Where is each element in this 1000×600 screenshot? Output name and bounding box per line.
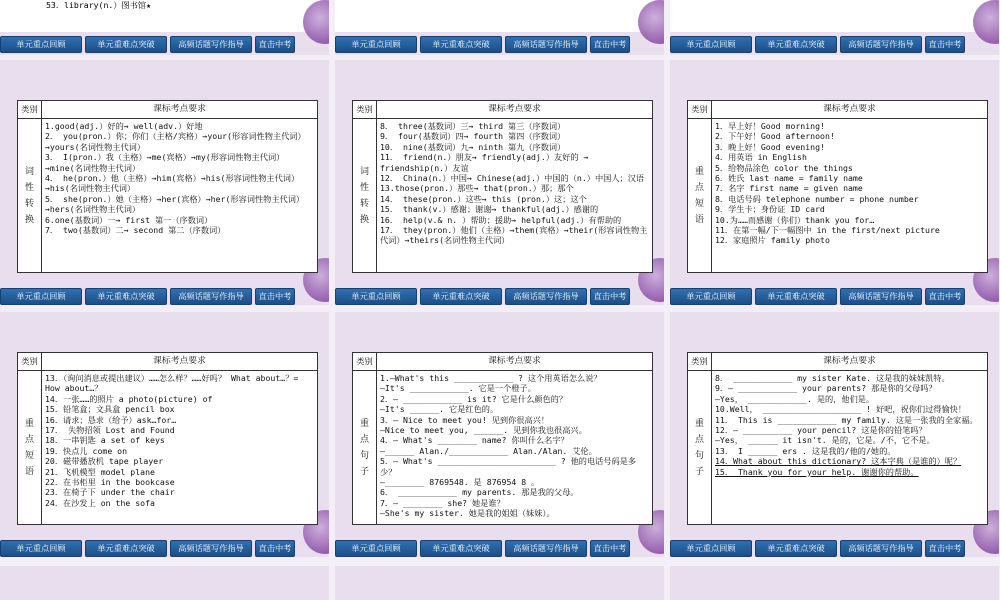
nav-bar [670,540,965,557]
list-item: 18．一串钥匙 a set of keys [45,435,165,446]
requirements-table [352,352,653,525]
list-item: 5．— What's ________________________ ? 他的电话号码是多少？ [380,456,637,477]
category-cell [353,371,377,524]
list-item: 15． thank(v.）感谢；谢谢→ thankful(adj.）感谢的 [380,204,599,215]
list-item: 19．快点儿 come on [45,445,128,456]
header-requirement: 课标考点要求 [712,101,987,119]
list-item: 10.Well， ____________________ ! 好吧，祝你们过得愉快！ [715,404,967,415]
header-requirement: 课标考点要求 [712,353,987,371]
nav-bar [0,288,295,305]
nav-bar [0,540,295,557]
nav-breakthrough-button[interactable]: 单元重难点突破 [420,288,502,305]
list-item: 14． these(pron.）这些→ this (pron.）这；这个 [380,193,587,204]
list-item: 7． two(基数词）二→ second 第二（序数词） [45,225,226,236]
nav-exam-button[interactable]: 直击中考 [255,36,295,53]
list-item: 12． China(n.）中国→ Chinese(adj.）中国的（n.）中国人；汉语 [380,173,645,184]
slide-bottom-3 [670,566,999,600]
nav-bar [335,540,630,557]
list-item: 11． friend(n.）朋友→ friendly(adj.）友好的 → friendship(n.）友谊 [380,152,589,173]
category-char: 重 [694,166,704,177]
category-char: 语 [694,214,704,225]
header-requirement: 课标考点要求 [377,101,652,119]
category-char: 短 [694,198,704,209]
slide-phrases-2 [0,312,329,557]
list-item: 2． you(pron.）你；你们（主格/宾格）→your(形容词性物主代词）→yours(名词性物主代词） [45,131,306,152]
nav-review-button[interactable]: 单元重点回顾 [670,540,752,557]
nav-writing-button[interactable]: 高频话题写作指导 [505,36,587,53]
nav-breakthrough-button[interactable]: 单元重难点突破 [85,288,167,305]
header-requirement: 课标考点要求 [377,353,652,371]
nav-bar [670,288,965,305]
slide-vocab-1 [0,60,329,305]
list-item: 4．用英语 in English [715,152,807,163]
nav-breakthrough-button[interactable]: 单元重难点突破 [85,540,167,557]
list-item: 10.为……而感谢（你们）thank you for… [715,214,875,225]
list-item: 12．— __________ your pencil? 这是你的铅笔吗？ [715,425,927,436]
list-item: 9． four(基数词）四→ fourth 第四（序数词） [380,131,566,142]
table-body [380,121,649,270]
nav-exam-button[interactable]: 直击中考 [925,540,965,557]
top-fragment-text: 53．library(n.）图书馆★ [46,0,152,10]
list-item: 9．— ____________ your parents? 那是你的父母吗？ [715,383,937,394]
nav-writing-button[interactable]: 高频话题写作指导 [840,36,922,53]
list-item: 6.one(基数词）一→ first 第一（序数词） [45,214,213,225]
list-item: —It's ______. 它是红色的。 [380,404,499,415]
slide-vocab-2 [335,60,664,305]
nav-review-button[interactable]: 单元重点回顾 [335,288,417,305]
list-item: 17． they(pron.）他们（主格）→them(宾格）→their(形容词性物主代词）→theirs(名词性物主代词） [380,225,648,246]
nav-review-button[interactable]: 单元重点回顾 [670,36,752,53]
nav-review-button[interactable]: 单元重点回顾 [670,288,752,305]
header-requirement: 课标考点要求 [42,353,317,371]
list-item: 8． ____________ my sister Kate. 这是我的妹妹凯特。 [715,373,950,383]
list-item: 16．请求；恳求（给予）ask…for… [45,414,177,425]
requirements-table [17,352,318,525]
nav-exam-button[interactable]: 直击中考 [255,288,295,305]
list-item: —________ 8769548. 是 876954 8 。 [380,477,540,488]
category-cell [353,119,377,272]
list-item: —Yes， ____________. 是的，他们是。 [715,393,875,404]
nav-breakthrough-button[interactable]: 单元重难点突破 [85,36,167,53]
category-char: 换 [359,214,369,225]
list-item: —It's ____________. 它是一个橙子。 [380,383,536,394]
list-item: 14．What about this dictionary? 这本字典（是谁的）呢？ [715,456,962,467]
nav-review-button[interactable]: 单元重点回顾 [0,540,82,557]
header-category: 类别 [353,353,377,371]
category-char: 性 [24,182,34,193]
category-char: 点 [694,434,704,445]
list-item: 1．早上好！Good morning! [715,121,825,131]
category-char: 换 [24,214,34,225]
nav-exam-button[interactable]: 直击中考 [925,36,965,53]
category-cell [18,119,42,272]
table-body [45,373,314,522]
requirements-table [352,100,653,273]
list-item: 16． help(v.& n. ）帮助；援助→ helpful(adj.）有帮助的 [380,214,622,225]
nav-exam-button[interactable]: 直击中考 [590,540,630,557]
table-body [45,121,314,270]
category-char: 重 [694,418,704,429]
list-item: 12．家庭照片 family photo [715,235,830,246]
slide-content [0,0,320,32]
list-item: 6．姓氏 last name = family name [715,173,863,184]
nav-writing-button[interactable]: 高频话题写作指导 [170,36,252,53]
category-char: 点 [359,434,369,445]
nav-bar [670,36,965,53]
category-char: 句 [359,450,369,461]
category-char: 子 [359,466,369,477]
category-char: 点 [24,434,34,445]
nav-review-button[interactable]: 单元重点回顾 [335,36,417,53]
list-item: 6． ____________ my parents. 那是我的父母。 [380,487,579,498]
list-item: 13.those(pron.）那些→ that(pron.）那；那个 [380,183,574,194]
category-char: 性 [359,182,369,193]
list-item: 24．在沙发上 on the sofa [45,497,155,508]
list-item: 5． she(pron.）她（主格）→her(宾格）→her(形容词性物主代词）→hers(名词性物主代词） [45,193,305,215]
list-item: 8． three(基数词）三→ third 第三（序数词） [380,121,566,131]
list-item: 2．— ____________ is it? 它是什么颜色的？ [380,393,568,404]
list-item: 13．（询问消息或提出建议）……怎么样？……好吗？ What about…？= How about…？ [45,373,299,394]
header-category: 类别 [18,101,42,119]
slide-sentences-1 [335,312,664,557]
header-category: 类别 [18,353,42,371]
list-item: 15． Thank you for your help. 谢谢你的帮助。 [715,466,919,477]
category-char: 转 [24,198,34,209]
nav-writing-button[interactable]: 高频话题写作指导 [170,540,252,557]
requirements-table [687,100,988,273]
category-char: 子 [694,466,704,477]
category-char: 重 [359,418,369,429]
list-item: 11． This is ____________ my family. 这是一张我的全家福。 [715,414,978,425]
nav-writing-button[interactable]: 高频话题写作指导 [840,540,922,557]
nav-exam-button[interactable]: 直击中考 [590,288,630,305]
nav-exam-button[interactable]: 直击中考 [590,36,630,53]
list-item: —______ Alan./____________ Alan./Alan. 艾伦。 [380,445,597,456]
category-char: 转 [359,198,369,209]
list-item: 4． he(pron.）他（主格）→him(宾格）→his(形容词性物主代词）→his(名词性物主代词） [45,173,300,194]
list-item: 8．电话号码 telephone number = phone number [715,193,919,204]
list-item: 3． I(pron.）我（主格）→me(宾格）→my(形容词性物主代词）→mine(名词性物主代词） [45,152,285,173]
nav-review-button[interactable]: 单元重点回顾 [335,540,417,557]
slide-top-1 [0,0,329,55]
list-item: 23．在椅子下 under the chair [45,487,175,498]
nav-review-button[interactable]: 单元重点回顾 [0,36,82,53]
nav-exam-button[interactable]: 直击中考 [925,288,965,305]
category-char: 句 [694,450,704,461]
requirements-table [687,352,988,525]
slide-bottom-1 [0,566,329,600]
list-item: 21．飞机模型 model plane [45,466,155,477]
header-category: 类别 [688,353,712,371]
slide-phrases-1 [670,60,999,305]
list-item: —Nice to meet you, ______. 见到你我也很高兴。 [380,425,587,436]
list-item: 11．在第一幅/下一幅图中 in the first/next picture [715,225,940,236]
slide-content [670,0,990,32]
nav-writing-button[interactable]: 高频话题写作指导 [840,288,922,305]
category-cell [688,371,712,524]
table-body [715,121,984,270]
nav-breakthrough-button[interactable]: 单元重难点突破 [755,288,837,305]
list-item: —Yes， ______ it isn't. 是的，它是。/不，它不是。 [715,435,935,446]
list-item: 7．名字 first name = given name [715,183,863,194]
nav-writing-button[interactable]: 高频话题写作指导 [505,288,587,305]
slide-bottom-2 [335,566,664,600]
category-char: 词 [24,166,34,177]
list-item: 9．学生卡；身份证 ID card [715,204,825,215]
slide-sentences-2 [670,312,999,557]
category-char: 语 [24,466,34,477]
list-item: 2．下午好！Good afternoon! [715,131,835,142]
list-item: 1.—What's this ____________ ? 这个用英语怎么说？ [380,373,602,383]
table-body [715,373,984,522]
category-char: 点 [694,182,704,193]
list-item: —She's my sister. 她是我的姐姐（妹妹）。 [380,508,555,519]
nav-bar [335,288,630,305]
header-category: 类别 [353,101,377,119]
list-item: 13． I ______ ers . 这是我的/他的/她的。 [715,445,896,456]
nav-writing-button[interactable]: 高频话题写作指导 [505,540,587,557]
category-cell [688,119,712,272]
category-char: 词 [359,166,369,177]
nav-breakthrough-button[interactable]: 单元重难点突破 [420,540,502,557]
nav-breakthrough-button[interactable]: 单元重难点突破 [755,540,837,557]
list-item: 15．铅笔盒；文具盒 pencil box [45,404,175,415]
category-cell [18,371,42,524]
nav-breakthrough-button[interactable]: 单元重难点突破 [755,36,837,53]
list-item: 17． 失物招领 Lost and Found [45,425,175,436]
list-item: 20．磁带播放机 tape player [45,456,164,467]
list-item: 22．在书柜里 in the bookcase [45,477,175,488]
nav-breakthrough-button[interactable]: 单元重难点突破 [420,36,502,53]
table-body [380,373,649,522]
list-item: 7．— ________ she? 她是谁？ [380,497,505,508]
requirements-table [17,100,318,273]
slide-top-2 [335,0,664,55]
nav-writing-button[interactable]: 高频话题写作指导 [170,288,252,305]
category-char: 短 [24,450,34,461]
slide-content [335,0,655,32]
list-item: 3．— Nice to meet you! 见到你很高兴！ [380,414,550,425]
slide-top-3 [670,0,999,55]
nav-bar [0,36,295,53]
list-item: 4．— What's ________ name? 你叫什么名字？ [380,435,569,446]
header-category: 类别 [688,101,712,119]
list-item: 1.good(adj.）好的→ well(adv.）好地 [45,121,203,131]
category-char: 重 [24,418,34,429]
list-item: 3．晚上好！Good evening! [715,141,825,152]
list-item: 5．给物品涂色 color the things [715,162,853,173]
nav-bar [335,36,630,53]
nav-exam-button[interactable]: 直击中考 [255,540,295,557]
list-item: 14．一张……的照片 a photo(picture) of [45,393,213,404]
header-requirement: 课标考点要求 [42,101,317,119]
list-item: 10． nine(基数词）九→ ninth 第九（序数词） [380,141,566,152]
nav-review-button[interactable]: 单元重点回顾 [0,288,82,305]
